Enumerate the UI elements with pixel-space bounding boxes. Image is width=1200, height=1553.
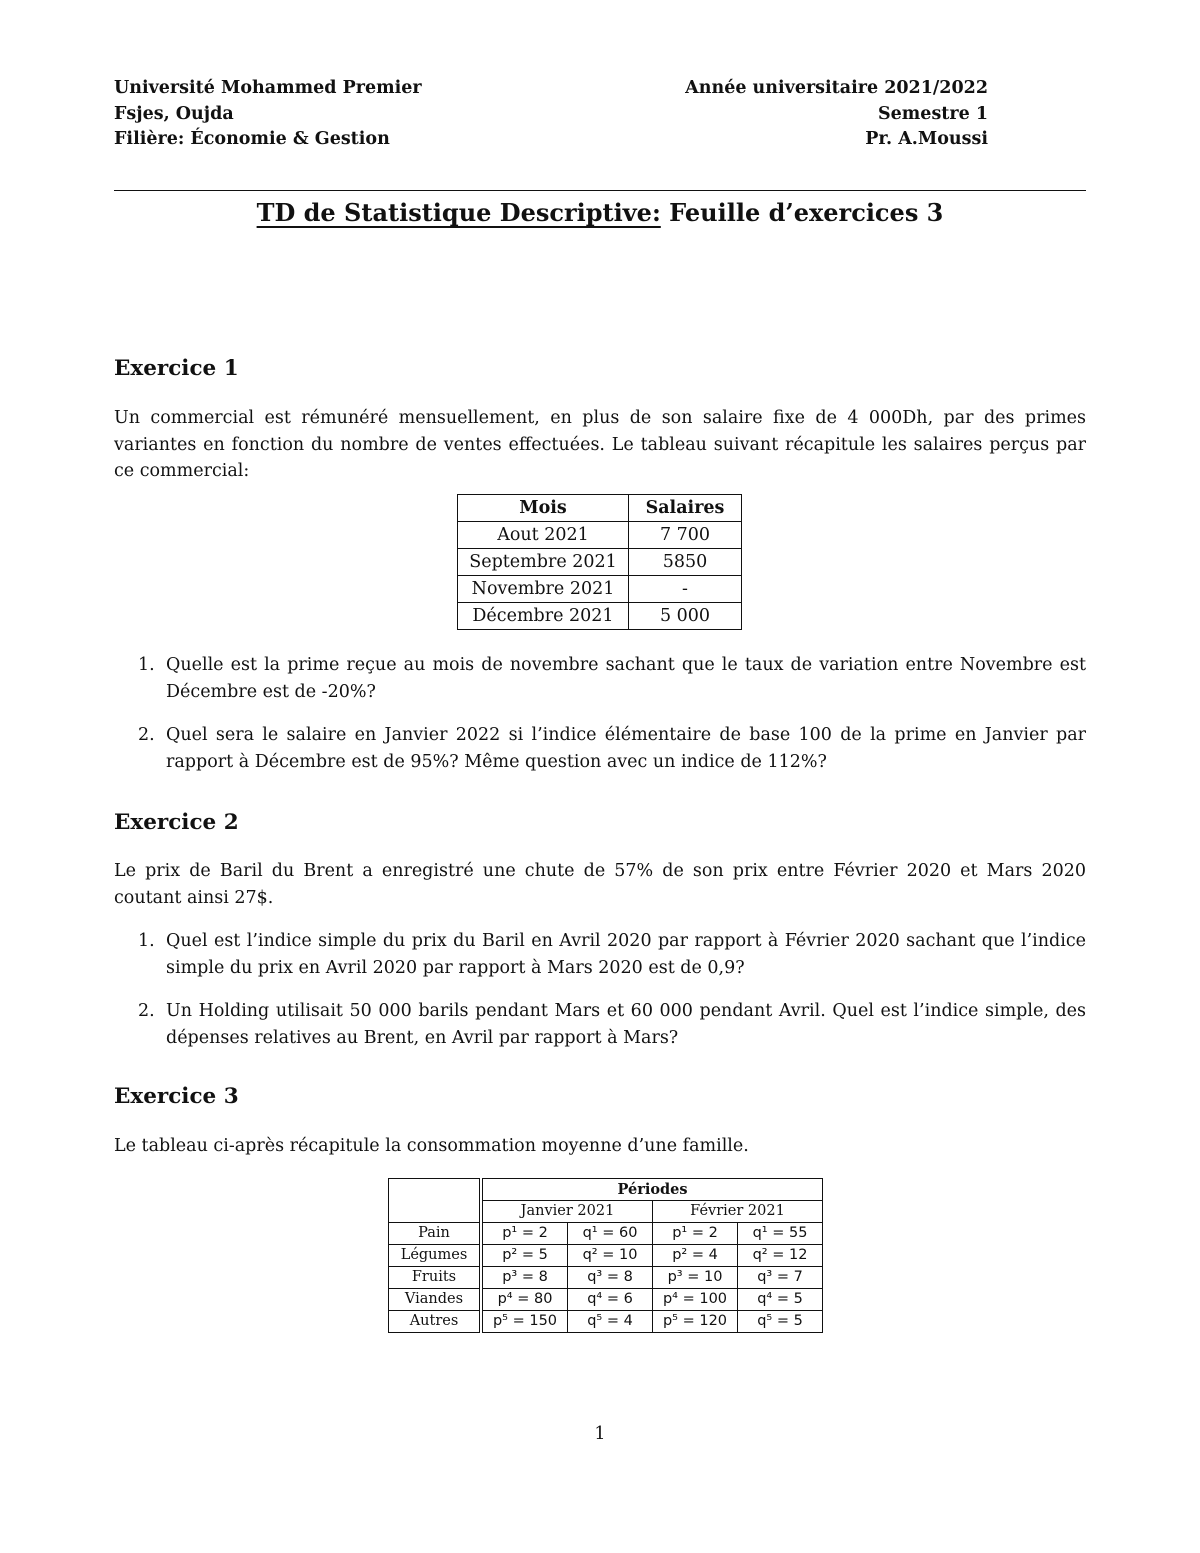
cell-qty-jan: q⁴ = 6 — [568, 1289, 653, 1311]
program-name: Filière: Économie & Gestion — [114, 129, 390, 149]
cell-qty-feb: q¹ = 55 — [738, 1223, 823, 1245]
cell-qty-jan: q⁵ = 4 — [568, 1311, 653, 1333]
table-header-row — [389, 1179, 823, 1201]
header-salaires: Salaires — [629, 495, 742, 522]
table-row — [458, 603, 742, 630]
cell-month: Aout 2021 — [458, 522, 629, 549]
cell-qty-feb: q³ = 7 — [738, 1267, 823, 1289]
cell-salary: 5850 — [629, 549, 742, 576]
salary-table — [457, 494, 742, 630]
periodes-header: Périodes — [481, 1179, 823, 1201]
semester: Semestre 1 — [878, 103, 988, 124]
cell-month: Novembre 2021 — [458, 576, 629, 603]
header-divider — [114, 190, 1086, 191]
question-text: Un Holding utilisait 50 000 barils pendant Mars et 60 000 pendant Avril. Quel est l’indice simple, des dépenses relatives au Brent, en Avril par rapport à Mars? — [166, 1001, 1086, 1048]
cell-price-jan: p⁵ = 150 — [481, 1311, 568, 1333]
question-number: 1. — [138, 931, 155, 951]
cell-qty-jan: q³ = 8 — [568, 1267, 653, 1289]
list-item — [114, 928, 1086, 981]
header-right — [640, 76, 988, 153]
exercise-1-intro-text: Un commercial est rémunéré mensuellement, en plus de son salaire fixe de 4 000Dh, par des primes variantes en fonction du nombre de ventes effectuées. Le tableau suivant récapitule les salaires perçus par ce commercial: — [114, 408, 1086, 481]
cell-price-feb: p⁴ = 100 — [653, 1289, 738, 1311]
exercise-2-questions — [114, 928, 1086, 1051]
period-february: Février 2021 — [653, 1201, 823, 1223]
question-number: 2. — [138, 1001, 155, 1021]
page-number: 1 — [594, 1424, 606, 1444]
page-title-rest: Feuille d’exercices 3 — [660, 198, 944, 227]
list-item — [114, 652, 1086, 705]
cell-salary: - — [629, 576, 742, 603]
university-name: Université Mohammed Premier — [114, 78, 422, 98]
cell-month: Décembre 2021 — [458, 603, 629, 630]
row-label: Viandes — [389, 1289, 482, 1311]
table-row — [389, 1289, 823, 1311]
cell-qty-jan: q¹ = 60 — [568, 1223, 653, 1245]
table-header-row — [458, 495, 742, 522]
exercise-3-heading: Exercice 3 — [114, 1084, 239, 1109]
exercise-3-intro — [114, 1133, 1086, 1160]
question-text: Quel est l’indice simple du prix du Baril en Avril 2020 par rapport à Février 2020 sachant que l’indice simple du prix en Avril 2020 par rapport à Mars 2020 est de 0,9? — [166, 931, 1086, 978]
cell-salary: 7 700 — [629, 522, 742, 549]
header-mois: Mois — [458, 495, 629, 522]
question-text: Quelle est la prime reçue au mois de novembre sachant que le taux de variation entre Novembre est Décembre est de -20%? — [166, 655, 1086, 702]
page-title-underlined: TD de Statistique Descriptive: — [256, 198, 661, 227]
table-row — [389, 1245, 823, 1267]
header-left — [114, 76, 422, 153]
exercise-2-intro-text: Le prix de Baril du Brent a enregistré une chute de 57% de son prix entre Février 2020 et Mars 2020 coutant ainsi 27$. — [114, 861, 1086, 908]
table-row — [458, 522, 742, 549]
exercise-2-heading: Exercice 2 — [114, 810, 239, 835]
cell-price-jan: p³ = 8 — [481, 1267, 568, 1289]
question-number: 2. — [138, 725, 155, 745]
cell-salary: 5 000 — [629, 603, 742, 630]
table-row — [458, 549, 742, 576]
cell-price-feb: p¹ = 2 — [653, 1223, 738, 1245]
cell-qty-feb: q² = 12 — [738, 1245, 823, 1267]
row-label: Fruits — [389, 1267, 482, 1289]
cell-price-jan: p² = 5 — [481, 1245, 568, 1267]
cell-qty-feb: q⁵ = 5 — [738, 1311, 823, 1333]
faculty-name: Fsjes, Oujda — [114, 103, 234, 124]
page-title — [114, 198, 1086, 228]
cell-price-feb: p⁵ = 120 — [653, 1311, 738, 1333]
exercise-1-questions — [114, 652, 1086, 775]
exercise-1-heading: Exercice 1 — [114, 356, 239, 381]
question-number: 1. — [138, 655, 155, 675]
professor-name: Pr. A.Moussi — [865, 129, 988, 149]
row-label: Autres — [389, 1311, 482, 1333]
list-item — [114, 722, 1086, 775]
exercise-3-intro-text: Le tableau ci-après récapitule la consommation moyenne d’une famille. — [114, 1136, 749, 1156]
list-item — [114, 998, 1086, 1051]
exercise-2-intro — [114, 858, 1086, 911]
cell-price-feb: p³ = 10 — [653, 1267, 738, 1289]
table-row — [389, 1311, 823, 1333]
cell-qty-feb: q⁴ = 5 — [738, 1289, 823, 1311]
cell-qty-jan: q² = 10 — [568, 1245, 653, 1267]
empty-corner-cell — [389, 1179, 482, 1223]
exercise-1-intro — [114, 405, 1086, 485]
cell-price-feb: p² = 4 — [653, 1245, 738, 1267]
period-january: Janvier 2021 — [481, 1201, 653, 1223]
academic-year: Année universitaire 2021/2022 — [685, 78, 988, 98]
table-row — [458, 576, 742, 603]
question-text: Quel sera le salaire en Janvier 2022 si l’indice élémentaire de base 100 de la prime en Janvier par rapport à Décembre est de 95%? Même question avec un indice de 112%? — [166, 725, 1086, 772]
cell-price-jan: p¹ = 2 — [481, 1223, 568, 1245]
cell-month: Septembre 2021 — [458, 549, 629, 576]
table-row — [389, 1223, 823, 1245]
row-label: Pain — [389, 1223, 482, 1245]
row-label: Légumes — [389, 1245, 482, 1267]
table-row — [389, 1267, 823, 1289]
cell-price-jan: p⁴ = 80 — [481, 1289, 568, 1311]
consumption-table — [388, 1178, 823, 1333]
